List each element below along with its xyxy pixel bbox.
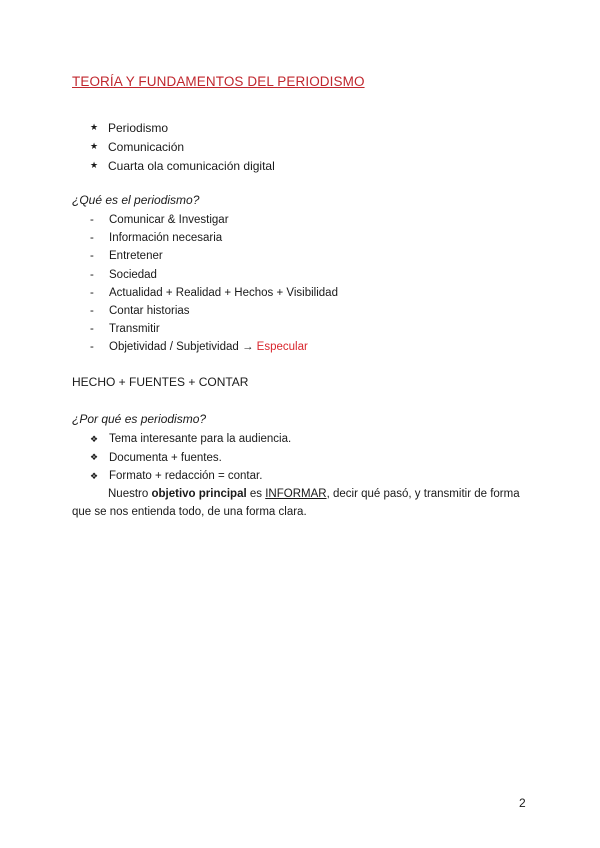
diamond-icon: ❖ [90,470,99,481]
star-icon: ★ [90,141,99,151]
list-item-text: Comunicación [108,139,185,154]
list-item [90,156,275,175]
list-item [90,266,338,284]
dash-marker: - [90,232,94,245]
list-item-text: Contar historias [109,305,190,318]
star-icon: ★ [90,160,99,170]
list-item [90,247,338,265]
definition-list [90,211,338,357]
list-item-text: Entretener [109,250,163,263]
list-item [90,320,338,338]
bold-phrase: objetivo principal [151,488,247,500]
underlined-word: INFORMAR [265,488,327,500]
list-item-text: Sociedad [109,268,157,281]
section-heading-que-es: ¿Qué es el periodismo? [72,193,200,207]
list-item [90,118,275,137]
topic-list [90,118,275,175]
list-item [90,467,291,486]
list-item-text: Formato + redacción = contar. [109,470,263,483]
dash-marker: - [90,214,94,227]
list-item [90,229,338,247]
paragraph-text: es [246,488,266,500]
star-icon: ★ [90,122,99,132]
diamond-icon: ❖ [90,452,99,463]
objective-paragraph [72,485,532,521]
page-number: 2 [519,796,526,810]
dash-marker: - [90,341,94,354]
dash-marker: - [90,305,94,318]
list-item-prefix: Objetividad / Subjetividad → [109,341,257,354]
list-item-text: Información necesaria [109,232,223,245]
list-item [90,449,291,468]
list-item [90,211,338,229]
dash-marker: - [90,286,94,299]
diamond-icon: ❖ [90,433,99,444]
section-heading-por-que: ¿Por qué es periodismo? [72,412,207,426]
list-item-text: Cuarta ola comunicación digital [108,158,275,173]
reasons-list [90,430,291,486]
dash-marker: - [90,323,94,336]
list-item [90,430,291,449]
list-item [90,302,338,320]
list-item [90,338,338,356]
list-item-text: Documenta + fuentes. [109,451,222,464]
list-item [90,284,338,302]
list-item-text: Comunicar & Investigar [109,214,229,227]
formula-line: HECHO + FUENTES + CONTAR [72,375,249,389]
dash-marker: - [90,268,94,281]
list-item-text: Actualidad + Realidad + Hechos + Visibilidad [109,286,338,299]
dash-marker: - [90,250,94,263]
list-item-text: Tema interesante para la audiencia. [109,433,292,446]
document-title: TEORÍA Y FUNDAMENTOS DEL PERIODISMO [72,74,365,89]
paragraph-text: , decir qué pasó, y transmitir de forma que se nos entienda todo, de una forma clara. [72,488,520,518]
list-item-text [109,341,308,353]
paragraph-text: Nuestro [108,488,152,500]
list-item [90,137,275,156]
list-item-text: Periodismo [108,120,169,135]
highlight-especular: Especular [256,341,308,354]
list-item-text: Transmitir [109,323,160,336]
